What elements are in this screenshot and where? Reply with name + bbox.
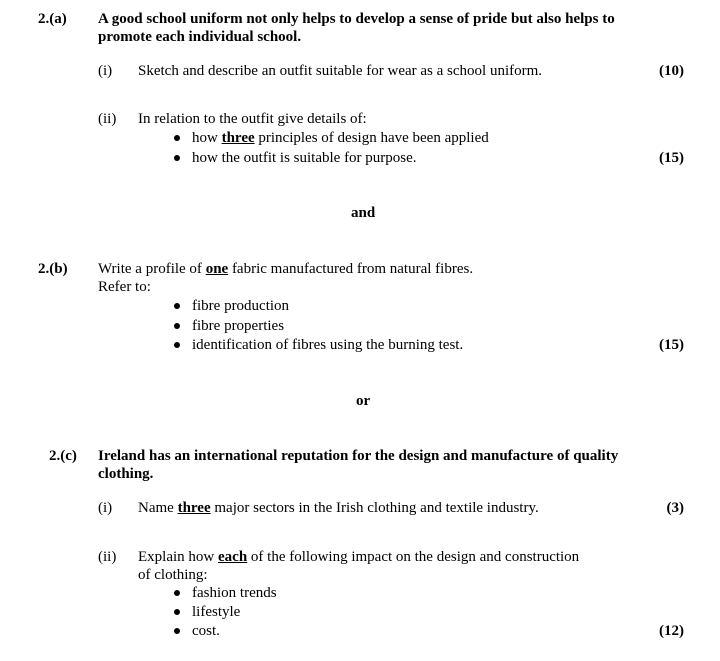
question-2b-line1: Write a profile of one fabric manufactured from natural fibres. xyxy=(98,261,474,277)
connector-or: or xyxy=(356,393,371,409)
part-2a-ii-marks: (15) xyxy=(659,150,684,166)
part-2a-ii-bullet-1: how three principles of design have been applied xyxy=(174,129,489,147)
bullet-icon xyxy=(174,135,180,141)
question-2b-line2: Refer to: xyxy=(98,279,151,295)
question-2b-marks: (15) xyxy=(659,337,684,353)
part-2c-ii-bullet-1: fashion trends xyxy=(174,584,277,602)
question-2a-stem-line1: A good school uniform not only helps to develop a sense of pride but also helps to xyxy=(98,11,615,27)
part-2c-ii-line1: Explain how each of the following impact on the design and construction xyxy=(138,549,580,565)
part-2c-i-marks: (3) xyxy=(666,500,684,516)
question-2b-bullet-1: fibre production xyxy=(174,297,289,315)
question-2b-bullet-3: identification of fibres using the burning test. xyxy=(174,336,463,354)
bullet-icon xyxy=(174,609,180,615)
question-2a-stem-line2: promote each individual school. xyxy=(98,29,302,45)
connector-and: and xyxy=(351,205,376,221)
part-2c-ii-bullet-3: cost. xyxy=(174,622,220,640)
part-2a-ii-bullet-2: how the outfit is suitable for purpose. xyxy=(174,149,417,167)
part-2c-i-number: (i) xyxy=(98,500,113,516)
part-2c-ii-bullet-2: lifestyle xyxy=(174,603,240,621)
bullet-icon xyxy=(174,155,180,161)
part-2a-ii-number: (ii) xyxy=(98,111,117,127)
bullet-icon xyxy=(174,590,180,596)
bullet-icon xyxy=(174,628,180,634)
part-2c-ii-number: (ii) xyxy=(98,549,117,565)
question-2c-stem-line2: clothing. xyxy=(98,466,154,482)
part-2a-i-number: (i) xyxy=(98,63,113,79)
part-2a-i-marks: (10) xyxy=(659,63,684,79)
part-2a-i-text: Sketch and describe an outfit suitable for wear as a school uniform. xyxy=(138,63,543,79)
part-2c-i-text: Name three major sectors in the Irish clothing and textile industry. xyxy=(138,500,539,516)
part-2a-ii-text: In relation to the outfit give details of: xyxy=(138,111,367,127)
question-number-2a: 2.(a) xyxy=(38,11,67,27)
question-number-2b: 2.(b) xyxy=(38,261,68,277)
part-2c-ii-line2: of clothing: xyxy=(138,567,208,583)
part-2c-ii-marks: (12) xyxy=(659,623,684,639)
bullet-icon xyxy=(174,323,180,329)
question-2c-stem-line1: Ireland has an international reputation for the design and manufacture of quality xyxy=(98,448,619,464)
question-number-2c: 2.(c) xyxy=(49,448,77,464)
bullet-icon xyxy=(174,342,180,348)
bullet-icon xyxy=(174,303,180,309)
question-2b-bullet-2: fibre properties xyxy=(174,317,284,335)
